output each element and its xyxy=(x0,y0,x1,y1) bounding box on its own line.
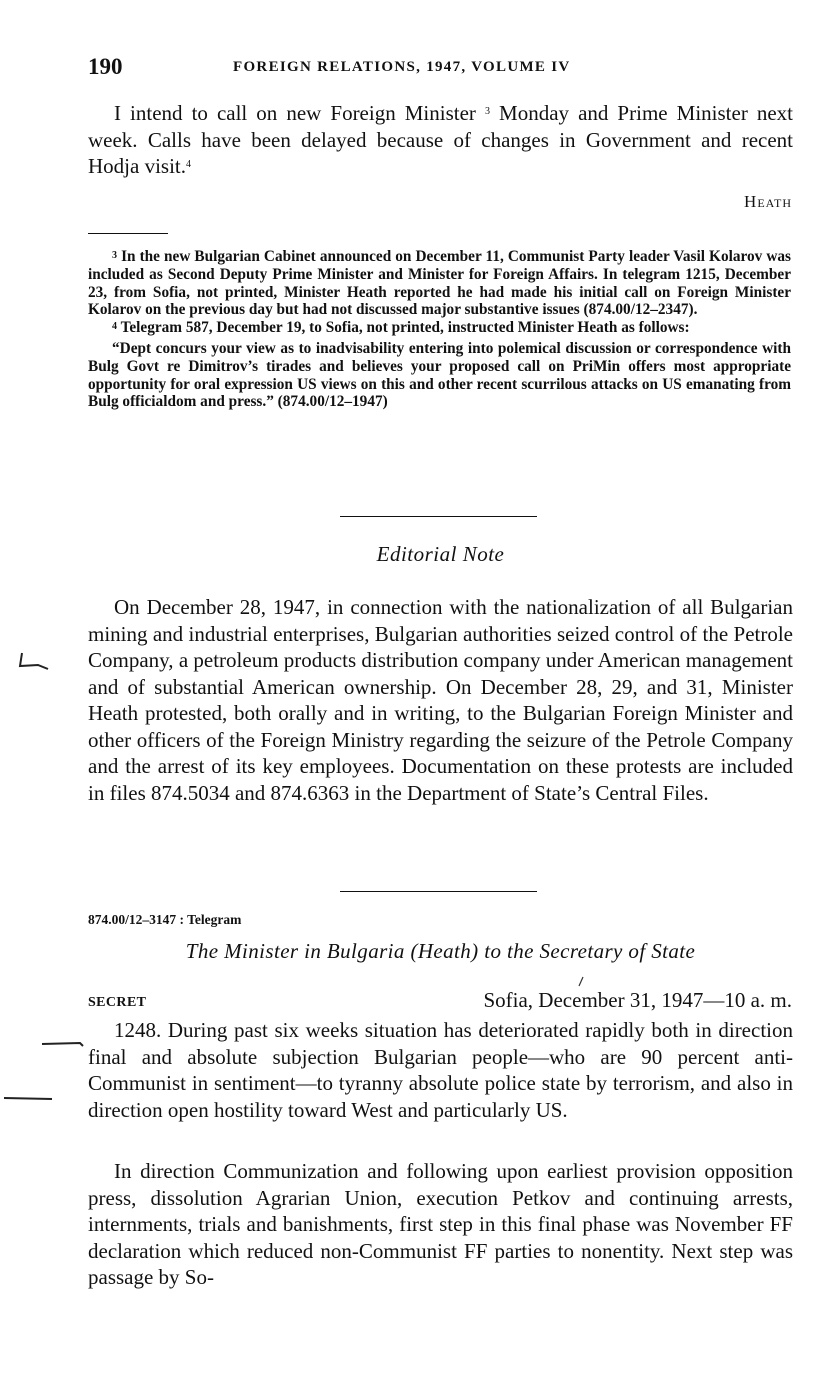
page-number: 190 xyxy=(88,54,123,79)
editorial-note-text: On December 28, 1947, in connection with the nationalization of all Bulgarian mining and industrial enterprises, Bulgarian authorities seized control of the Petrole Company, a petroleum products distribution company under American management and of substantial American ownership. On December 28, 29, and 31, Minister Heath protested, both orally and in writing, to the Bulgarian Foreign Minister and other officers of the Foreign Ministry regarding the seizure of the Petrole Company and the arrest of its key employees. Documentation on these protests are included in files 874.5034 and 874.6363 in the Department of State’s Central Files. xyxy=(88,595,793,805)
telegram-paragraph-1: 1248. During past six weeks situation has deteriorated rapidly both in direction final and absolute subjection Bulgarian people—who are 90 percent anti-Communist in sentiment—to tyranny absolute police state by terrorism, and also in direction open hostility toward West and particularly US. xyxy=(88,1018,793,1122)
margin-pencil-mark xyxy=(18,650,66,674)
document-title: The Minister in Bulgaria (Heath) to the Secretary of State xyxy=(185,939,696,963)
section-separator xyxy=(340,516,537,517)
telegram-paragraph-2: In direction Communization and following upon earliest provision opposition press, dissolution Agrarian Union, execution Petkov and continuing arrests, internments, trials and banishments, first step in this final phase was November FF declaration which reduced non-Communist FF parties to nonentity. Next step was passage by So- xyxy=(88,1159,793,1289)
signature-heath: Heath xyxy=(744,192,792,211)
letter-closing-paragraph: I intend to call on new Foreign Minister $^3$ Monday and Prime Minister next week. Calls have been delayed because of changes in Government and recent Hodja visit.$^4$ xyxy=(88,101,794,178)
document-file-number: 874.00/12–3147 : Telegram xyxy=(88,912,242,927)
footnote-4: $^4$ Telegram 587, December 19, to Sofia, not printed, instructed Minister Heath as follows: xyxy=(112,319,690,337)
margin-pencil-line-2 xyxy=(2,1094,54,1104)
footnote-ref-3: 3 xyxy=(484,106,490,117)
footnote-4-quote: “Dept concurs your view as to inadvisability entering into polemical discussion or correspondence with Bulg Govt re Dimitrov’s tirades and believes your proposed call on PriMin offers most appropriate opportunity for oral expression US views on this and other recent scurrilous attacks on US emanating from Bulg officialdom and press.” (874.00/12–1947) xyxy=(88,339,791,411)
pencil-tick-mark xyxy=(576,976,586,988)
margin-pencil-line xyxy=(40,1040,84,1050)
footnotes xyxy=(88,248,791,411)
classification-label: SECRET xyxy=(88,995,147,1010)
footnote-rule xyxy=(88,233,168,234)
editorial-note-title: Editorial Note xyxy=(376,542,505,566)
page-header xyxy=(88,54,793,82)
footnote-ref-4: 4 xyxy=(186,159,191,170)
telegram-dateline: Sofia, December 31, 1947—10 a. m. xyxy=(483,988,792,1012)
footnote-3: $^3$ In the new Bulgarian Cabinet announced on December 11, Communist Party leader Vasil Kolarov was included as Second Deputy Prime Minister and Minister for Foreign Affairs. In telegram 1215, December 23, from Sofia, not printed, Minister Heath reported he had made his initial call on Foreign Minister Kolarov on the previous day but had not discussed major substantive issues (874.00/12–2347). xyxy=(88,248,791,319)
running-head: FOREIGN RELATIONS, 1947, VOLUME IV xyxy=(233,59,571,75)
section-separator-2 xyxy=(340,891,537,892)
